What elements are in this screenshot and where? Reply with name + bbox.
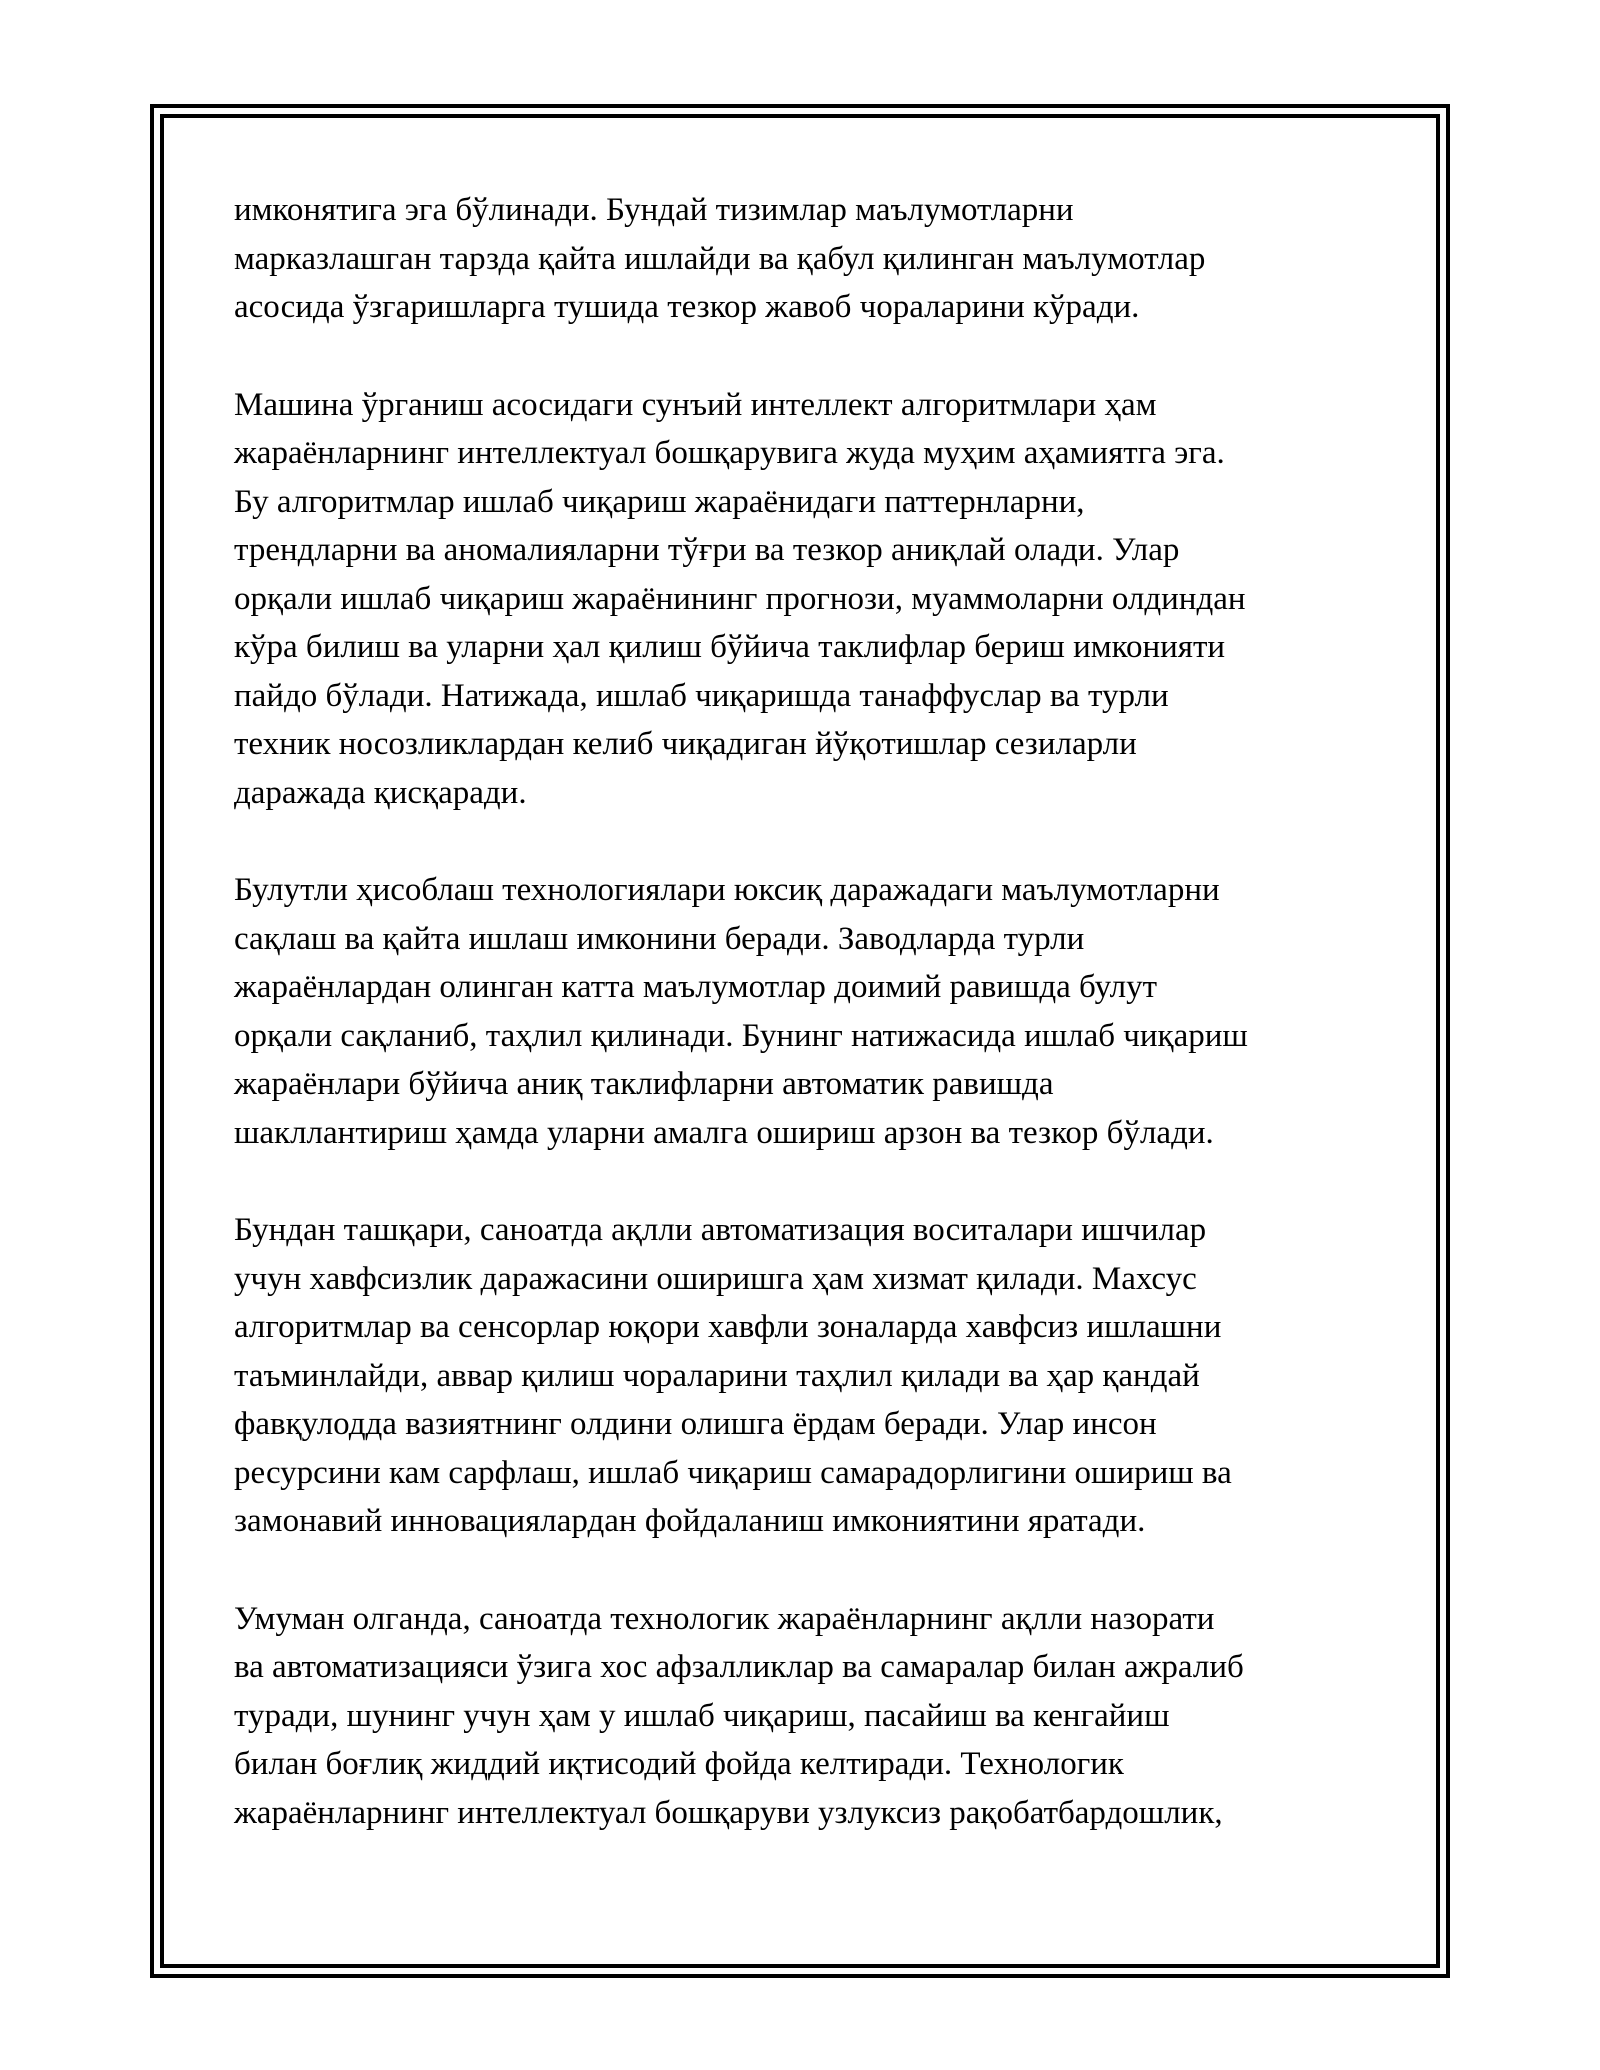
text-line: ресурсини кам сарфлаш, ишлаб чиқариш самарадорлигини ошириш ва [234,1454,1232,1491]
text-line: орқали сақланиб, таҳлил қилинади. Бунинг натижасида ишлаб чиқариш [234,1017,1248,1054]
text-line: марказлашган тарзда қайта ишлайди ва қабул қилинган маълумотлар [234,240,1206,277]
text-line: Машина ўрганиш асосидаги сунъий интеллект алгоритмлари ҳам [234,386,1157,423]
text-line: замонавий инновациялардан фойдаланиш имкониятини яратади. [234,1503,1146,1539]
paragraph-2 [234,381,1384,818]
text-line: техник носозликлардан келиб чиқадиган йўқотишлар сезиларли [234,726,1137,762]
text-line: орқали ишлаб чиқариш жараёнининг прогнози, муаммоларни олдиндан [234,580,1246,617]
text-line: имконятига эга бўлинади. Бундай тизимлар маълумотларни [234,192,1074,228]
paragraph-1 [234,186,1384,332]
text-line: таъминлайди, аввар қилиш чораларини таҳлил қилади ва ҳар қандай [234,1357,1200,1394]
text-line: фавқулодда вазиятнинг олдини олишга ёрдам беради. Улар инсон [234,1406,1157,1442]
text-line: кўра билиш ва уларни ҳал қилиш бўйича таклифлар бериш имконияти [234,629,1226,665]
text-line: билан боғлиқ жиддий иқтисодий фойда келтиради. Технологик [234,1746,1124,1782]
text-line: жараёнлардан олинган катта маълумотлар доимий равишда булут [234,969,1158,1005]
paragraph-3 [234,866,1384,1157]
text-line: Умуман олганда, саноатда технологик жараёнларнинг ақлли назорати [234,1600,1215,1637]
text-line: ва автоматизацияси ўзига хос афзалликлар ва самаралар билан ажралиб [234,1649,1244,1685]
text-line: даражада қисқаради. [234,774,527,811]
text-line: Бундан ташқари, саноатда ақлли автоматизация воситалари ишчилар [234,1212,1207,1248]
text-line: учун хавфсизлик даражасини оширишга ҳам хизмат қилади. Махсус [234,1260,1197,1297]
text-line: туради, шунинг учун ҳам у ишлаб чиқариш, пасайиш ва кенгайиш [234,1697,1170,1734]
text-line: сақлаш ва қайта ишлаш имконини беради. Заводларда турли [234,920,1085,957]
document-body [234,186,1384,1886]
text-line: жараёнлари бўйича аниқ таклифларни автоматик равишда [234,1066,1054,1102]
text-line: трендларни ва аномалияларни тўғри ва тезкор аниқлай олади. Улар [234,532,1180,568]
text-line: пайдо бўлади. Натижада, ишлаб чиқаришда танаффуслар ва турли [234,677,1169,714]
text-line: жараёнларнинг интеллектуал бошқарувига жуда муҳим аҳамиятга эга. [234,435,1225,471]
text-line: шакллантириш ҳамда уларни амалга ошириш арзон ва тезкор бўлади. [234,1114,1214,1151]
text-line: Бу алгоритмлар ишлаб чиқариш жараёнидаги паттернларни, [234,483,1085,520]
text-line: жараёнларнинг интеллектуал бошқаруви узлуксиз рақобатбардошлик, [234,1794,1223,1831]
text-line: алгоритмлар ва сенсорлар юқори хавфли зоналарда хавфсиз ишлашни [234,1309,1222,1345]
paragraph-5 [234,1595,1384,1838]
text-line: Булутли ҳисоблаш технологиялари юксиқ даражадаги маълумотларни [234,872,1220,908]
paragraph-4 [234,1206,1384,1546]
text-line: асосида ўзгаришларга тушида тезкор жавоб чораларини кўради. [234,289,1140,325]
